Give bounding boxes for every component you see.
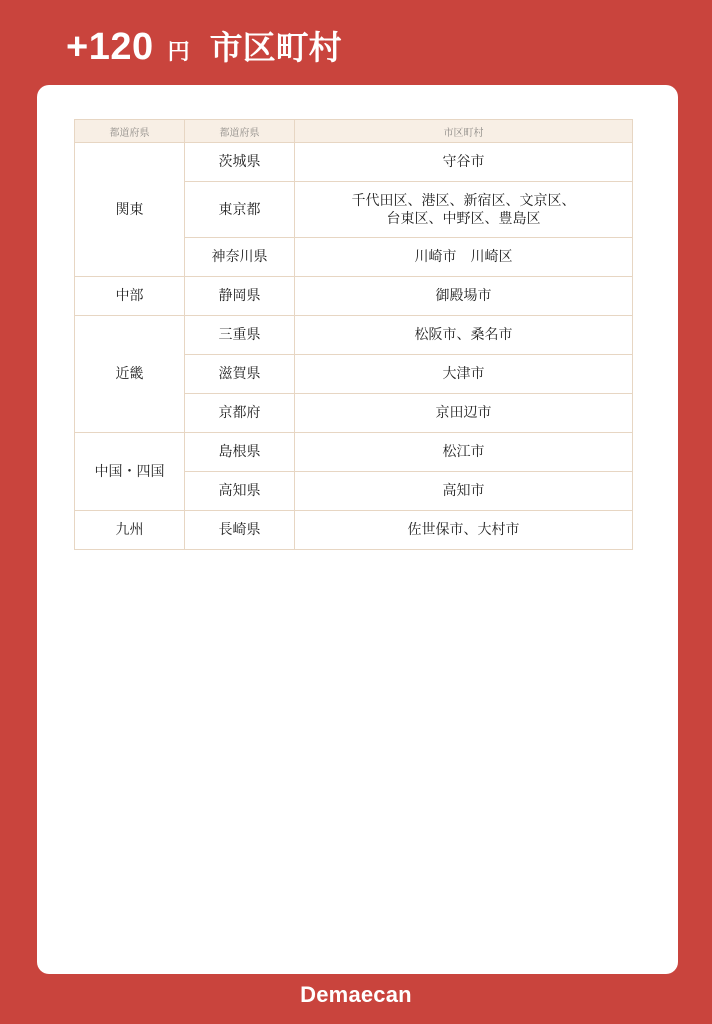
region-cell: 近畿 [75, 316, 185, 433]
table-row [75, 277, 633, 316]
city-cell: 佐世保市、大村市 [295, 511, 633, 550]
city-cell: 京田辺市 [295, 394, 633, 433]
table-row [75, 511, 633, 550]
prefecture-cell: 長崎県 [185, 511, 295, 550]
prefecture-cell: 茨城県 [185, 143, 295, 182]
city-cell: 松阪市、桑名市 [295, 316, 633, 355]
region-cell: 九州 [75, 511, 185, 550]
table-row [75, 143, 633, 182]
column-header-city: 市区町村 [295, 120, 633, 143]
column-header-prefecture: 都道府県 [185, 120, 295, 143]
prefecture-cell: 静岡県 [185, 277, 295, 316]
table-row [75, 433, 633, 472]
table-header-row [75, 120, 633, 143]
prefecture-cell: 東京都 [185, 182, 295, 238]
region-cell: 中部 [75, 277, 185, 316]
prefecture-cell: 三重県 [185, 316, 295, 355]
city-cell-line: 台東区、中野区、豊島区 [386, 210, 541, 227]
city-cell [295, 182, 633, 238]
page-header [66, 22, 342, 72]
city-cell: 川崎市 川崎区 [295, 238, 633, 277]
column-header-region: 都道府県 [75, 120, 185, 143]
prefecture-cell: 高知県 [185, 472, 295, 511]
region-cell: 中国・四国 [75, 433, 185, 511]
prefecture-cell: 神奈川県 [185, 238, 295, 277]
prefecture-cell: 京都府 [185, 394, 295, 433]
currency-label: 円 [167, 40, 190, 65]
table-row [75, 316, 633, 355]
city-cell: 松江市 [295, 433, 633, 472]
region-cell: 関東 [75, 143, 185, 277]
price-surcharge: +120 [66, 26, 154, 68]
page-title: 市区町村 [209, 28, 342, 67]
prefecture-cell: 滋賀県 [185, 355, 295, 394]
content-card [37, 85, 678, 974]
area-table [74, 119, 633, 550]
prefecture-cell: 島根県 [185, 433, 295, 472]
city-cell: 御殿場市 [295, 277, 633, 316]
city-cell: 高知市 [295, 472, 633, 511]
demaecan-logo: Demaecan [300, 982, 412, 1007]
city-cell-line: 千代田区、港区、新宿区、文京区、 [351, 192, 576, 209]
city-cell: 大津市 [295, 355, 633, 394]
city-cell: 守谷市 [295, 143, 633, 182]
